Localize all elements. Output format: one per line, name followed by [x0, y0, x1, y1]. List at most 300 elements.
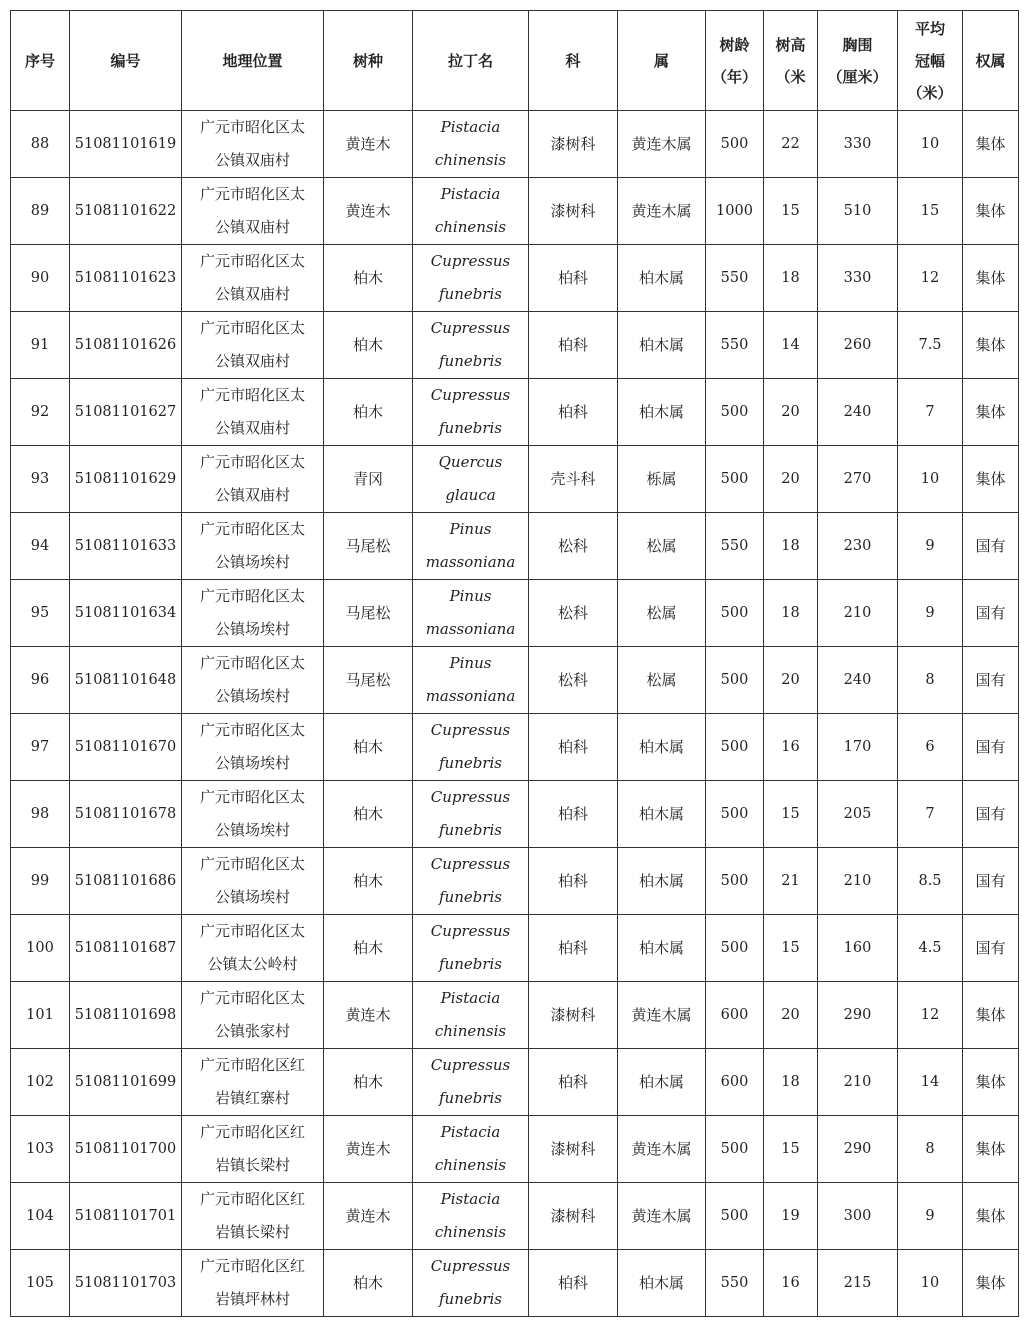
cell-latin: [413, 1116, 529, 1183]
cell-code: [70, 446, 182, 513]
location-line1: 广元市昭化区太: [199, 654, 305, 672]
height-text: 15: [781, 805, 800, 822]
cell-code: [70, 1116, 182, 1183]
age-text: 500: [720, 939, 749, 956]
family-text: 漆树科: [550, 201, 596, 220]
cell-genus: [618, 1116, 706, 1183]
table-row: [11, 1116, 1019, 1183]
code-text: 51081101619: [74, 135, 177, 152]
cell-height: [764, 580, 818, 647]
cell-height: [764, 379, 818, 446]
code-text: 51081101700: [74, 1140, 177, 1157]
cell-age: [706, 1250, 764, 1317]
age-text: 500: [720, 738, 749, 755]
height-text: 22: [781, 135, 800, 152]
owner-text: 国有: [975, 737, 1006, 756]
latin-genus-text: Cupressus: [430, 319, 511, 337]
age-text: 500: [720, 1140, 749, 1157]
cell-location: [182, 580, 324, 647]
species-text: 黄连木: [345, 1005, 391, 1024]
seq-text: 98: [30, 805, 50, 822]
crown-text: 10: [920, 470, 940, 487]
table-row: [11, 245, 1019, 312]
genus-text: 柏木属: [638, 871, 684, 890]
owner-text: 集体: [975, 201, 1006, 220]
cell-seq: [11, 245, 70, 312]
cell-crown: [898, 915, 963, 982]
cell-seq: [11, 714, 70, 781]
code-text: 51081101670: [74, 738, 177, 755]
seq-text: 88: [30, 135, 50, 152]
cell-girth: [818, 178, 898, 245]
latin-epithet-text: massoniana: [425, 620, 516, 638]
cell-location: [182, 1116, 324, 1183]
seq-text: 105: [26, 1274, 54, 1291]
owner-text: 集体: [975, 134, 1006, 153]
cell-latin: [413, 1049, 529, 1116]
cell-species: [324, 848, 413, 915]
latin-genus-text: Pistacia: [440, 989, 501, 1007]
family-text: 柏科: [557, 737, 588, 756]
location-line1: 广元市昭化区太: [199, 855, 305, 873]
cell-age: [706, 982, 764, 1049]
cell-species: [324, 1250, 413, 1317]
latin-epithet-text: chinensis: [434, 218, 507, 236]
cell-family: [529, 714, 618, 781]
latin-genus-text: Quercus: [438, 453, 503, 471]
cell-age: [706, 379, 764, 446]
seq-text: 96: [30, 671, 50, 688]
family-text: 柏科: [557, 938, 588, 957]
owner-text: 集体: [975, 1206, 1006, 1225]
cell-age: [706, 1049, 764, 1116]
cell-family: [529, 245, 618, 312]
location-line1: 广元市昭化区红: [199, 1257, 305, 1275]
cell-species: [324, 312, 413, 379]
girth-text: 260: [843, 336, 872, 353]
code-text: 51081101626: [74, 336, 177, 353]
height-text: 15: [781, 939, 800, 956]
age-text: 500: [720, 135, 749, 152]
table-header: [11, 11, 1019, 111]
header-species: 树种: [324, 11, 413, 111]
age-text: 500: [720, 805, 749, 822]
cell-girth: [818, 714, 898, 781]
crown-text: 10: [920, 1274, 940, 1291]
cell-family: [529, 580, 618, 647]
height-text: 18: [781, 1073, 800, 1090]
header-girth-line: 胸围: [842, 35, 873, 54]
cell-crown: [898, 245, 963, 312]
genus-text: 柏木属: [638, 737, 684, 756]
location-line2: 公镇双庙村: [214, 285, 290, 303]
latin-epithet-text: massoniana: [425, 553, 516, 571]
code-text: 51081101678: [74, 805, 177, 822]
genus-text: 柏木属: [638, 1273, 684, 1292]
cell-family: [529, 312, 618, 379]
owner-text: 集体: [975, 268, 1006, 287]
cell-genus: [618, 1250, 706, 1317]
cell-crown: [898, 1250, 963, 1317]
cell-location: [182, 312, 324, 379]
latin-genus-text: Cupressus: [430, 721, 511, 739]
location-line1: 广元市昭化区太: [199, 386, 305, 404]
cell-owner: [963, 178, 1019, 245]
height-text: 18: [781, 604, 800, 621]
cell-code: [70, 1250, 182, 1317]
species-text: 黄连木: [345, 1139, 391, 1158]
crown-text: 12: [920, 1006, 940, 1023]
table-row: [11, 1250, 1019, 1317]
code-text: 51081101701: [74, 1207, 177, 1224]
species-text: 柏木: [352, 938, 383, 957]
cell-owner: [963, 245, 1019, 312]
cell-family: [529, 513, 618, 580]
age-text: 500: [720, 671, 749, 688]
owner-text: 集体: [975, 1139, 1006, 1158]
cell-crown: [898, 647, 963, 714]
code-text: 51081101629: [74, 470, 177, 487]
cell-species: [324, 580, 413, 647]
owner-text: 集体: [975, 1273, 1006, 1292]
latin-epithet-text: glauca: [445, 486, 496, 504]
header-age-unit: （年）: [711, 67, 757, 86]
cell-genus: [618, 178, 706, 245]
girth-text: 240: [843, 671, 872, 688]
latin-epithet-text: funebris: [438, 888, 503, 906]
cell-family: [529, 848, 618, 915]
cell-code: [70, 982, 182, 1049]
cell-latin: [413, 178, 529, 245]
cell-latin: [413, 1183, 529, 1250]
cell-height: [764, 312, 818, 379]
cell-latin: [413, 446, 529, 513]
height-text: 21: [781, 872, 800, 889]
family-text: 柏科: [557, 268, 588, 287]
genus-text: 黄连木属: [631, 134, 692, 153]
cell-species: [324, 982, 413, 1049]
cell-owner: [963, 915, 1019, 982]
age-text: 500: [720, 872, 749, 889]
cell-crown: [898, 446, 963, 513]
cell-genus: [618, 915, 706, 982]
location-line1: 广元市昭化区太: [199, 520, 305, 538]
cell-crown: [898, 580, 963, 647]
genus-text: 柏木属: [638, 938, 684, 957]
cell-age: [706, 714, 764, 781]
location-line2: 公镇双庙村: [214, 352, 290, 370]
cell-genus: [618, 1049, 706, 1116]
seq-text: 102: [26, 1073, 54, 1090]
cell-height: [764, 513, 818, 580]
latin-genus-text: Cupressus: [430, 788, 511, 806]
cell-latin: [413, 312, 529, 379]
latin-genus-text: Cupressus: [430, 386, 511, 404]
table-row: [11, 982, 1019, 1049]
species-text: 柏木: [352, 1072, 383, 1091]
cell-code: [70, 915, 182, 982]
cell-crown: [898, 312, 963, 379]
location-line2: 公镇双庙村: [214, 419, 290, 437]
cell-genus: [618, 513, 706, 580]
cell-girth: [818, 1250, 898, 1317]
cell-age: [706, 915, 764, 982]
location-line2: 岩镇坪林村: [214, 1290, 290, 1308]
cell-owner: [963, 1116, 1019, 1183]
crown-text: 6: [925, 738, 935, 755]
table-row: [11, 848, 1019, 915]
height-text: 19: [781, 1207, 800, 1224]
cell-seq: [11, 446, 70, 513]
cell-owner: [963, 1183, 1019, 1250]
cell-height: [764, 1250, 818, 1317]
species-text: 柏木: [352, 1273, 383, 1292]
genus-text: 柏木属: [638, 1072, 684, 1091]
cell-owner: [963, 111, 1019, 178]
ancient-tree-table: [10, 10, 1019, 1317]
cell-seq: [11, 580, 70, 647]
crown-text: 9: [925, 537, 935, 554]
height-text: 16: [781, 1274, 800, 1291]
seq-text: 91: [30, 336, 50, 353]
cell-seq: [11, 178, 70, 245]
cell-seq: [11, 915, 70, 982]
owner-text: 集体: [975, 1005, 1006, 1024]
height-text: 15: [781, 202, 800, 219]
table-row: [11, 1049, 1019, 1116]
girth-text: 210: [843, 872, 872, 889]
cell-family: [529, 446, 618, 513]
genus-text: 黄连木属: [631, 1139, 692, 1158]
seq-text: 93: [30, 470, 50, 487]
girth-text: 215: [843, 1274, 872, 1291]
latin-epithet-text: funebris: [438, 821, 503, 839]
cell-girth: [818, 1183, 898, 1250]
girth-text: 330: [843, 269, 872, 286]
cell-family: [529, 915, 618, 982]
cell-crown: [898, 379, 963, 446]
cell-owner: [963, 781, 1019, 848]
latin-genus-text: Pistacia: [440, 185, 501, 203]
location-line2: 公镇张家村: [214, 1022, 290, 1040]
latin-genus-text: Cupressus: [430, 1056, 511, 1074]
cell-height: [764, 781, 818, 848]
cell-latin: [413, 580, 529, 647]
species-text: 柏木: [352, 402, 383, 421]
location-line2: 公镇双庙村: [214, 486, 290, 504]
header-age: [706, 11, 764, 111]
cell-species: [324, 245, 413, 312]
cell-owner: [963, 312, 1019, 379]
cell-location: [182, 446, 324, 513]
cell-location: [182, 781, 324, 848]
cell-crown: [898, 714, 963, 781]
header-crown-unit: （米）: [907, 83, 953, 102]
cell-genus: [618, 245, 706, 312]
location-line1: 广元市昭化区红: [199, 1056, 305, 1074]
girth-text: 270: [843, 470, 872, 487]
cell-latin: [413, 915, 529, 982]
family-text: 漆树科: [550, 134, 596, 153]
latin-epithet-text: funebris: [438, 285, 503, 303]
cell-girth: [818, 312, 898, 379]
code-text: 51081101687: [74, 939, 177, 956]
header-height-unit: （米: [775, 67, 806, 86]
cell-latin: [413, 111, 529, 178]
crown-text: 15: [920, 202, 940, 219]
genus-text: 松属: [646, 603, 677, 622]
location-line2: 公镇场埃村: [214, 687, 290, 705]
cell-seq: [11, 647, 70, 714]
seq-text: 100: [26, 939, 54, 956]
header-row: [11, 11, 1019, 111]
cell-location: [182, 647, 324, 714]
cell-genus: [618, 111, 706, 178]
header-crown-line2: 冠幅: [914, 51, 945, 70]
species-text: 黄连木: [345, 201, 391, 220]
cell-seq: [11, 848, 70, 915]
age-text: 500: [720, 604, 749, 621]
location-line2: 公镇场埃村: [214, 620, 290, 638]
latin-genus-text: Cupressus: [430, 1257, 511, 1275]
location-line1: 广元市昭化区太: [199, 587, 305, 605]
cell-species: [324, 379, 413, 446]
code-text: 51081101622: [74, 202, 177, 219]
table-row: [11, 312, 1019, 379]
crown-text: 9: [925, 1207, 935, 1224]
species-text: 柏木: [352, 268, 383, 287]
cell-height: [764, 848, 818, 915]
cell-location: [182, 1183, 324, 1250]
cell-code: [70, 245, 182, 312]
cell-age: [706, 781, 764, 848]
cell-location: [182, 178, 324, 245]
cell-code: [70, 111, 182, 178]
cell-location: [182, 379, 324, 446]
location-line1: 广元市昭化区太: [199, 721, 305, 739]
age-text: 550: [720, 336, 749, 353]
crown-text: 12: [920, 269, 940, 286]
location-line2: 公镇太公岭村: [207, 955, 298, 973]
owner-text: 集体: [975, 335, 1006, 354]
cell-family: [529, 1116, 618, 1183]
family-text: 柏科: [557, 1072, 588, 1091]
latin-epithet-text: massoniana: [425, 687, 516, 705]
cell-height: [764, 647, 818, 714]
crown-text: 8: [925, 671, 935, 688]
cell-family: [529, 178, 618, 245]
age-text: 1000: [716, 202, 753, 219]
cell-owner: [963, 1049, 1019, 1116]
cell-code: [70, 647, 182, 714]
crown-text: 9: [925, 604, 935, 621]
family-text: 漆树科: [550, 1206, 596, 1225]
code-text: 51081101648: [74, 671, 177, 688]
cell-age: [706, 312, 764, 379]
cell-seq: [11, 111, 70, 178]
location-line1: 广元市昭化区太: [199, 788, 305, 806]
genus-text: 黄连木属: [631, 1206, 692, 1225]
cell-code: [70, 513, 182, 580]
cell-age: [706, 580, 764, 647]
height-text: 20: [781, 403, 800, 420]
girth-text: 330: [843, 135, 872, 152]
cell-code: [70, 312, 182, 379]
cell-genus: [618, 312, 706, 379]
code-text: 51081101703: [74, 1274, 177, 1291]
cell-owner: [963, 714, 1019, 781]
table-row: [11, 915, 1019, 982]
latin-epithet-text: funebris: [438, 419, 503, 437]
girth-text: 240: [843, 403, 872, 420]
latin-genus-text: Cupressus: [430, 252, 511, 270]
cell-age: [706, 1183, 764, 1250]
cell-species: [324, 915, 413, 982]
location-line1: 广元市昭化区红: [199, 1123, 305, 1141]
latin-epithet-text: chinensis: [434, 1223, 507, 1241]
cell-girth: [818, 982, 898, 1049]
cell-location: [182, 513, 324, 580]
cell-code: [70, 178, 182, 245]
cell-latin: [413, 1250, 529, 1317]
location-line2: 公镇场埃村: [214, 888, 290, 906]
cell-owner: [963, 580, 1019, 647]
genus-text: 黄连木属: [631, 201, 692, 220]
latin-genus-text: Cupressus: [430, 855, 511, 873]
cell-family: [529, 647, 618, 714]
species-text: 柏木: [352, 804, 383, 823]
header-location: 地理位置: [182, 11, 324, 111]
header-owner: 权属: [963, 11, 1019, 111]
age-text: 550: [720, 269, 749, 286]
family-text: 柏科: [557, 402, 588, 421]
species-text: 黄连木: [345, 1206, 391, 1225]
cell-location: [182, 915, 324, 982]
cell-code: [70, 379, 182, 446]
cell-age: [706, 647, 764, 714]
cell-family: [529, 1049, 618, 1116]
genus-text: 柏木属: [638, 402, 684, 421]
cell-family: [529, 982, 618, 1049]
cell-girth: [818, 1049, 898, 1116]
cell-genus: [618, 647, 706, 714]
location-line2: 公镇场埃村: [214, 821, 290, 839]
height-text: 15: [781, 1140, 800, 1157]
cell-code: [70, 848, 182, 915]
family-text: 松科: [557, 536, 588, 555]
owner-text: 国有: [975, 670, 1006, 689]
cell-height: [764, 446, 818, 513]
cell-code: [70, 781, 182, 848]
cell-girth: [818, 446, 898, 513]
genus-text: 栎属: [646, 469, 677, 488]
latin-genus-text: Pistacia: [440, 1190, 501, 1208]
cell-species: [324, 111, 413, 178]
location-line2: 岩镇长梁村: [214, 1223, 290, 1241]
cell-seq: [11, 513, 70, 580]
location-line2: 岩镇红寨村: [214, 1089, 290, 1107]
family-text: 漆树科: [550, 1005, 596, 1024]
cell-height: [764, 982, 818, 1049]
table-row: [11, 781, 1019, 848]
crown-text: 8: [925, 1140, 935, 1157]
location-line1: 广元市昭化区太: [199, 185, 305, 203]
header-age-line: 树龄: [719, 35, 750, 54]
latin-epithet-text: funebris: [438, 955, 503, 973]
height-text: 18: [781, 269, 800, 286]
cell-girth: [818, 647, 898, 714]
girth-text: 230: [843, 537, 872, 554]
